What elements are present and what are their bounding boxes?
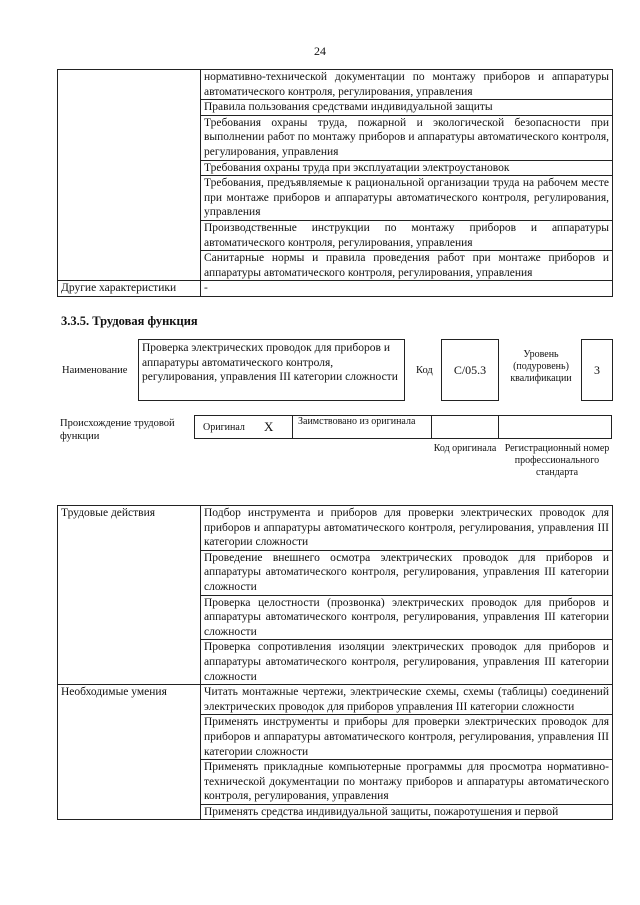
actions-label: Трудовые действия [58, 506, 201, 685]
knowledge-item: Производственные инструкции по монтажу приборов и аппаратуры автоматического контроля, регулирования, управления [201, 220, 613, 250]
borrowed-label: Заимствовано из оригинала [298, 416, 416, 427]
action-item: Проведение внешнего осмотра электрических проводок для приборов и аппаратуры автоматического контроля, регулирования, управления III категории сложности [201, 550, 613, 595]
function-code: С/05.3 [441, 339, 499, 401]
divider [292, 415, 293, 439]
other-characteristics-value: - [201, 281, 613, 297]
table-row [58, 281, 613, 297]
knowledge-item: нормативно-технической документации по монтажу приборов и аппаратуры автоматического контроля, регулирования, управления [201, 70, 613, 100]
action-item: Проверка целостности (прозвонка) электрических проводок для приборов и аппаратуры автоматического контроля, регулирования, управления III категории сложности [201, 595, 613, 640]
skill-item: Применять средства индивидуальной защиты, пожаротушения и первой [201, 804, 613, 820]
other-characteristics-label: Другие характеристики [58, 281, 201, 297]
knowledge-item: Правила пользования средствами индивидуальной защиты [201, 100, 613, 116]
function-name: Проверка электрических проводок для приборов и аппаратуры автоматического контроля, регулирования, управления III категории сложности [138, 339, 405, 401]
table-row [58, 685, 613, 715]
skills-label: Необходимые умения [58, 685, 201, 820]
level-value: 3 [581, 339, 613, 401]
section-title: 3.3.5. Трудовая функция [61, 314, 198, 328]
name-label: Наименование [62, 365, 128, 376]
page-number: 24 [314, 44, 326, 58]
knowledge-item: Требования, предъявляемые к рациональной организации труда на рабочем месте при монтаже приборов и аппаратуры автоматического контроля, регулирования, управления [201, 176, 613, 221]
origin-label: Происхождение трудовой функции [60, 418, 175, 442]
knowledge-label-cell [58, 70, 201, 281]
knowledge-item: Требования охраны труда, пожарной и экологической безопасности при выполнении работ по монтажу приборов и аппаратуры автоматического контроля, регулирования, управления [201, 115, 613, 160]
divider [498, 415, 499, 439]
skill-item: Применять прикладные компьютерные программы для просмотра нормативно-технической документации по монтажу приборов и аппаратуры автоматического контроля, регулирования, управления [201, 760, 613, 805]
code-original-caption: Код оригинала [433, 443, 497, 454]
knowledge-item: Санитарные нормы и правила проведения работ при монтаже приборов и аппаратуры автоматического контроля, регулирования, управления [201, 251, 613, 281]
table-row [58, 70, 613, 100]
original-label: Оригинал [203, 422, 245, 433]
skill-item: Читать монтажные чертежи, электрические схемы, схемы (таблицы) соединений электрических проводок для приборов управления III категории сложности [201, 685, 613, 715]
level-label: Уровень (подуровень) квалификации [510, 349, 572, 384]
divider [431, 415, 432, 439]
code-label: Код [416, 365, 433, 376]
original-mark: X [264, 419, 274, 434]
registration-caption: Регистрационный номер профессионального стандарта [504, 443, 610, 478]
table-row [58, 506, 613, 551]
skill-item: Применять инструменты и приборы для проверки электрических проводок для приборов и аппаратуры автоматического контроля, регулирования, управления III категории сложности [201, 715, 613, 760]
knowledge-table [57, 69, 613, 297]
action-item: Подбор инструмента и приборов для проверки электрических проводок для приборов и аппаратуры автоматического контроля, регулирования, управления III категории сложности [201, 506, 613, 551]
knowledge-item: Требования охраны труда при эксплуатации электроустановок [201, 160, 613, 176]
action-item: Проверка сопротивления изоляции электрических проводок для приборов и аппаратуры автоматического контроля, регулирования, управления III категории сложности [201, 640, 613, 685]
function-details-table [57, 505, 613, 820]
